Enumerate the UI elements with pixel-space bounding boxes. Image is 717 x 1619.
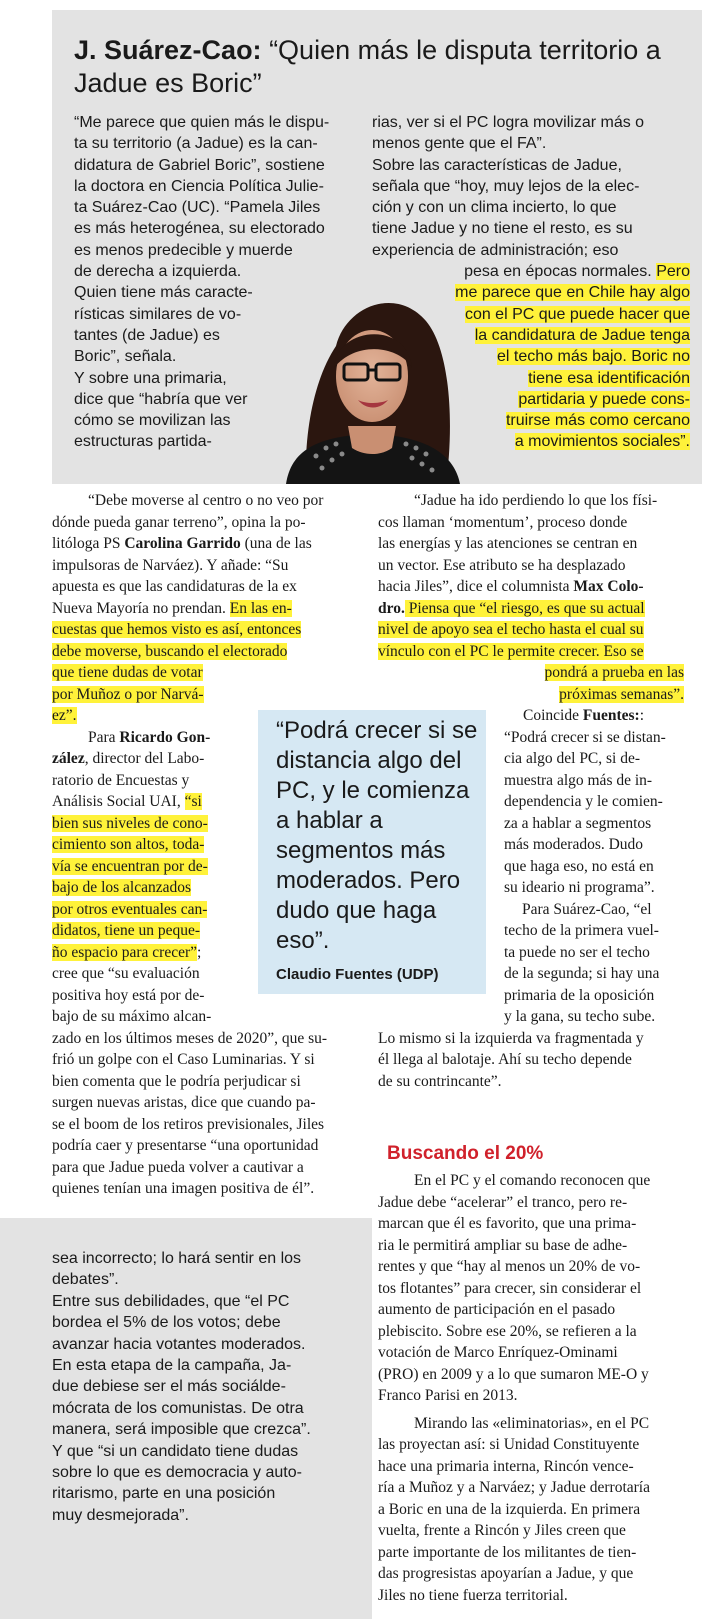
- text-line: ta Suárez-Cao (UC). “Pamela Jiles: [74, 199, 321, 217]
- text-line: das progresistas apoyarían a Jadue, y que: [378, 1565, 634, 1582]
- text-line: tos flotantes” para crecer, sin considerar el: [378, 1279, 642, 1297]
- text-wrap-block: [504, 727, 684, 1028]
- text-line: ción y con un clima incierto, lo que: [372, 199, 617, 217]
- text-line: se el boom de los retiros previsionales, Jiles: [52, 1115, 325, 1133]
- text-line: Y que “si un candidato tiene dudas: [52, 1442, 299, 1460]
- text-line: de su contrincante”.: [378, 1072, 502, 1090]
- text-line: [52, 533, 358, 555]
- text-run: (una de las: [240, 535, 312, 552]
- text-line: apuesta es que las candidaturas de la ex: [52, 578, 297, 595]
- text-line: cia algo del PC, si de-: [504, 750, 641, 767]
- text-line: bajo de su máximo alcan-: [52, 1008, 212, 1025]
- text-line: estructuras partida-: [74, 433, 212, 451]
- text-line: ratorio de Encuestas y: [52, 771, 190, 789]
- text-line: las proyectan así: si Unidad Constituyente: [378, 1436, 640, 1453]
- text-run: Análisis Social UAI,: [52, 793, 185, 810]
- bottom-sidebar-box: [0, 1218, 372, 1619]
- text-line: y la gana, su techo sube.: [504, 1008, 656, 1025]
- person-name: Carolina Garrido: [124, 535, 241, 552]
- text-line: [378, 598, 684, 620]
- text-line: bien comenta que le podría perjudicar si: [52, 1072, 301, 1090]
- text-line: muy desmejorada”.: [52, 1506, 189, 1524]
- text-line: hace una primaria interna, Rincón vence-: [378, 1457, 634, 1475]
- text-line: sobre lo que es democracia y auto-: [52, 1464, 302, 1482]
- text-run: ;: [197, 943, 202, 961]
- highlighted-text: vía se encuentran por de-: [52, 857, 208, 875]
- text-line: menos gente que el FA”.: [372, 135, 547, 153]
- highlighted-text: debe moverse, buscando el electorado: [52, 642, 288, 660]
- text-line: En esta etapa de la campaña, Ja-: [52, 1357, 292, 1375]
- text-line: avanzar hacia votantes moderados.: [52, 1335, 306, 1353]
- text-line: de la segunda; si hay una: [504, 965, 660, 982]
- pull-quote-attribution: Claudio Fuentes (UDP): [276, 966, 439, 983]
- headline-rest: “Quien más le disputa territorio a Jadue es Boric”: [74, 35, 661, 98]
- sidebar-box: [52, 10, 702, 484]
- text-line: ritarismo, parte en una posición: [52, 1485, 276, 1503]
- text-line: Sobre las características de Jadue,: [372, 156, 622, 174]
- person-name: Fuentes:: [582, 707, 640, 724]
- text-line: didatura de Gabriel Boric”, sostiene: [74, 156, 325, 174]
- text-line: techo de la primera vuel-: [504, 922, 659, 939]
- text-line: aumento de participación en el pasado: [378, 1301, 616, 1318]
- text-line: plebiscito. Sobre ese 20%, se refieren a la: [378, 1322, 637, 1340]
- text-line: surgen nuevas aristas, dice que cuando pa-: [52, 1094, 316, 1111]
- text-line: “Debe moverse al centro o no veo por: [88, 492, 324, 509]
- text-line: [52, 662, 358, 684]
- text-line: más moderados. Dudo: [504, 836, 644, 853]
- headline-bold: J. Suárez-Cao:: [74, 35, 262, 65]
- text-line: Jiles no tiene fuerza territorial.: [378, 1586, 568, 1604]
- text-line: [378, 641, 684, 663]
- highlighted-text: En las en-: [229, 599, 292, 617]
- highlighted-text: el techo más bajo. Boric no: [497, 348, 690, 366]
- highlighted-text: próximas semanas”.: [559, 685, 684, 703]
- portrait-photo: [276, 276, 466, 484]
- text-run: litóloga PS: [52, 535, 125, 552]
- text-run: Coincide: [523, 707, 583, 724]
- bottom-sidebar-text: [52, 1248, 311, 1526]
- text-line: cree que “su evaluación: [52, 965, 200, 982]
- text-line: un vector. Ese atributo se ha desplazado: [378, 556, 626, 574]
- text-line: Mirando las «eliminatorias», en el PC: [414, 1414, 650, 1432]
- highlighted-text: por otros eventuales can-: [52, 900, 208, 918]
- highlighted-text: Piensa que “el riesgo, es que su actual: [404, 599, 645, 617]
- text-line: ta su territorio (a Jadue) es la can-: [74, 135, 318, 153]
- text-line: En el PC y el comando reconocen que: [414, 1172, 651, 1189]
- text-line: marcan que él es favorito, que una prima-: [378, 1215, 637, 1232]
- text-line: Lo mismo si la izquierda va fragmentada y: [378, 1029, 644, 1047]
- right-article-column-continued: [378, 1170, 684, 1606]
- text-line: Jadue debe “acelerar” el tranco, pero re-: [378, 1193, 628, 1211]
- text-line: muestra algo más de in-: [504, 771, 653, 789]
- text-run: :: [639, 707, 644, 724]
- person-name: dro.: [378, 599, 405, 617]
- person-name: Ricardo Gon-: [119, 728, 211, 746]
- text-line: rentes y que “hay al menos un 20% de vo-: [378, 1258, 641, 1275]
- text-line: (PRO) en 2009 y a lo que sumaron ME-O y: [378, 1365, 649, 1383]
- sidebar-headline: [74, 34, 684, 100]
- text-line: bordea el 5% de los votos; debe: [52, 1314, 281, 1332]
- highlighted-text: “si: [184, 793, 202, 810]
- text-line: zado en los últimos meses de 2020”, que su-: [52, 1029, 328, 1047]
- text-run: Para: [88, 728, 120, 746]
- highlighted-text: ez”.: [52, 707, 77, 724]
- highlighted-text: partidaria y puede cons-: [518, 390, 690, 408]
- text-line: Quien tiene más caracte-: [74, 284, 253, 302]
- text-line: manera, será imposible que crezca”.: [52, 1421, 311, 1439]
- text-line: las energías y las atenciones se centran en: [378, 535, 638, 552]
- text-line: cos llaman ‘momentum’, proceso donde: [378, 513, 628, 531]
- text-line: za a hablar a segmentos: [504, 814, 652, 832]
- highlighted-text: Pero: [656, 263, 690, 281]
- text-line: Y sobre una primaria,: [74, 369, 227, 387]
- highlighted-text: vínculo con el PC le permite crecer. Eso se: [378, 642, 644, 660]
- text-line: sea incorrecto; lo hará sentir en los: [52, 1250, 302, 1267]
- text-line: a Boric en una de la izquierda. En primera: [378, 1500, 641, 1518]
- text-line: parte importante de los militantes de tien-: [378, 1543, 637, 1561]
- highlighted-text: la candidatura de Jadue tenga: [474, 326, 690, 344]
- text-line: positiva hoy está por de-: [52, 986, 205, 1004]
- highlighted-text: cuestas que hemos visto es así, entonces: [52, 621, 302, 638]
- text-line: Boric”, señala.: [74, 348, 177, 366]
- text-line: ría a Muñoz y a Narváez; y Jadue derrotaría: [378, 1479, 650, 1496]
- text-line: debates”.: [52, 1271, 119, 1289]
- text-line: señala que “hoy, muy lejos de la elec-: [372, 177, 640, 195]
- text-line: [52, 619, 358, 641]
- highlighted-text: bajo de los alcanzados: [52, 879, 192, 896]
- highlighted-text: truirse más como cercano: [505, 412, 690, 430]
- text-line: Franco Parisi en 2013.: [378, 1387, 518, 1404]
- text-line: podría caer y presentarse “una oportunidad: [52, 1137, 319, 1154]
- highlighted-text: que tiene dudas de votar: [52, 664, 203, 681]
- text-line: dónde pueda ganar terreno”, opina la po-: [52, 513, 306, 531]
- highlighted-text: cimiento son altos, toda-: [52, 836, 205, 853]
- text-line: mócrata de los comunistas. De otra: [52, 1399, 304, 1417]
- text-line: “Podrá crecer si se distan-: [504, 728, 666, 746]
- text-line: due debiese ser el más sociálde-: [52, 1378, 286, 1396]
- highlighted-text: a movimientos sociales”.: [514, 433, 690, 451]
- text-run: , director del Labo-: [84, 750, 205, 767]
- text-line: [52, 684, 358, 706]
- text-line: es menos predecible y muerde: [74, 241, 293, 259]
- highlighted-text: bien sus niveles de cono-: [52, 814, 208, 832]
- text-line: él llega al balotaje. Ahí su techo depende: [378, 1051, 632, 1068]
- text-line: que haga eso, no está en: [504, 857, 654, 875]
- text-line: “Jadue ha ido perdiendo lo que los físi-: [414, 492, 658, 509]
- text-run: Nueva Mayoría no prendan.: [52, 599, 230, 617]
- pull-quote: [258, 710, 486, 994]
- highlighted-text: pondrá a prueba en las: [544, 664, 684, 681]
- text-line: es más heterogénea, su electorado: [74, 220, 325, 238]
- highlighted-text: por Muñoz o por Narvá-: [52, 685, 204, 703]
- text-line: vuelta, frente a Rincón y Jiles creen que: [378, 1522, 626, 1539]
- person-name: Max Colo-: [573, 578, 644, 595]
- text-line: quienes tenían una imagen positiva de él”.: [52, 1180, 315, 1197]
- text-line: rísticas similares de vo-: [74, 305, 242, 323]
- text-line: [378, 662, 684, 684]
- highlighted-text: didatos, tiene un peque-: [52, 922, 201, 939]
- pull-quote-text: “Podrá crecer si se distancia algo del PC, y le comienza a hablar a segmentos más moderados. Pero dudo que haga eso”.: [276, 717, 478, 954]
- text-run: hacia Jiles”, dice el columnista: [378, 578, 574, 595]
- highlighted-text: con el PC que puede hacer que: [464, 305, 690, 323]
- text-run: pesa en épocas normales.: [464, 263, 657, 281]
- text-line: cómo se movilizan las: [74, 412, 231, 430]
- text-line: [52, 641, 358, 663]
- highlighted-text: ño espacio para crecer”: [52, 943, 197, 961]
- text-line: “Me parece que quien más le dispu-: [74, 114, 330, 131]
- text-line: ria le permitirá ampliar su base de adhe-: [378, 1236, 628, 1254]
- text-line: para que Jadue pueda volver a cautivar a: [52, 1158, 304, 1176]
- text-line: [52, 598, 358, 620]
- text-line: su ideario ni programa”.: [504, 879, 655, 896]
- section-subheading: Buscando el 20%: [387, 1143, 544, 1164]
- text-line: frió un golpe con el Caso Luminarias. Y si: [52, 1051, 315, 1068]
- text-line: primaria de la oposición: [504, 986, 655, 1004]
- text-line: [378, 619, 684, 641]
- text-line: impulsoras de Narváez). Y añade: “Su: [52, 556, 289, 574]
- text-line: rias, ver si el PC logra movilizar más o: [372, 114, 645, 131]
- text-line: Entre sus debilidades, que “el PC: [52, 1292, 290, 1310]
- text-line: Para Suárez-Cao, “el: [522, 900, 652, 918]
- text-line: la doctora en Ciencia Política Julie-: [74, 177, 324, 195]
- text-line: dependencia y le comien-: [504, 793, 663, 810]
- highlighted-text: me parece que en Chile hay algo: [455, 284, 690, 302]
- text-line: votación de Marco Enríquez-Ominami: [378, 1344, 618, 1361]
- text-line: experiencia de administración; eso: [372, 241, 619, 259]
- text-line: ta puede no ser el techo: [504, 943, 650, 961]
- person-name: zález: [52, 750, 85, 767]
- text-line: tiene Jadue y no tiene el resto, es su: [372, 220, 633, 238]
- text-line: de derecha a izquierda.: [74, 263, 242, 281]
- text-line: [378, 684, 684, 706]
- highlighted-text: tiene esa identificación: [528, 369, 690, 387]
- highlighted-text: nivel de apoyo sea el techo hasta el cual su: [378, 621, 644, 638]
- text-line: dice que “habría que ver: [74, 390, 248, 408]
- text-line: [378, 576, 684, 598]
- text-line: tantes (de Jadue) es: [74, 326, 220, 344]
